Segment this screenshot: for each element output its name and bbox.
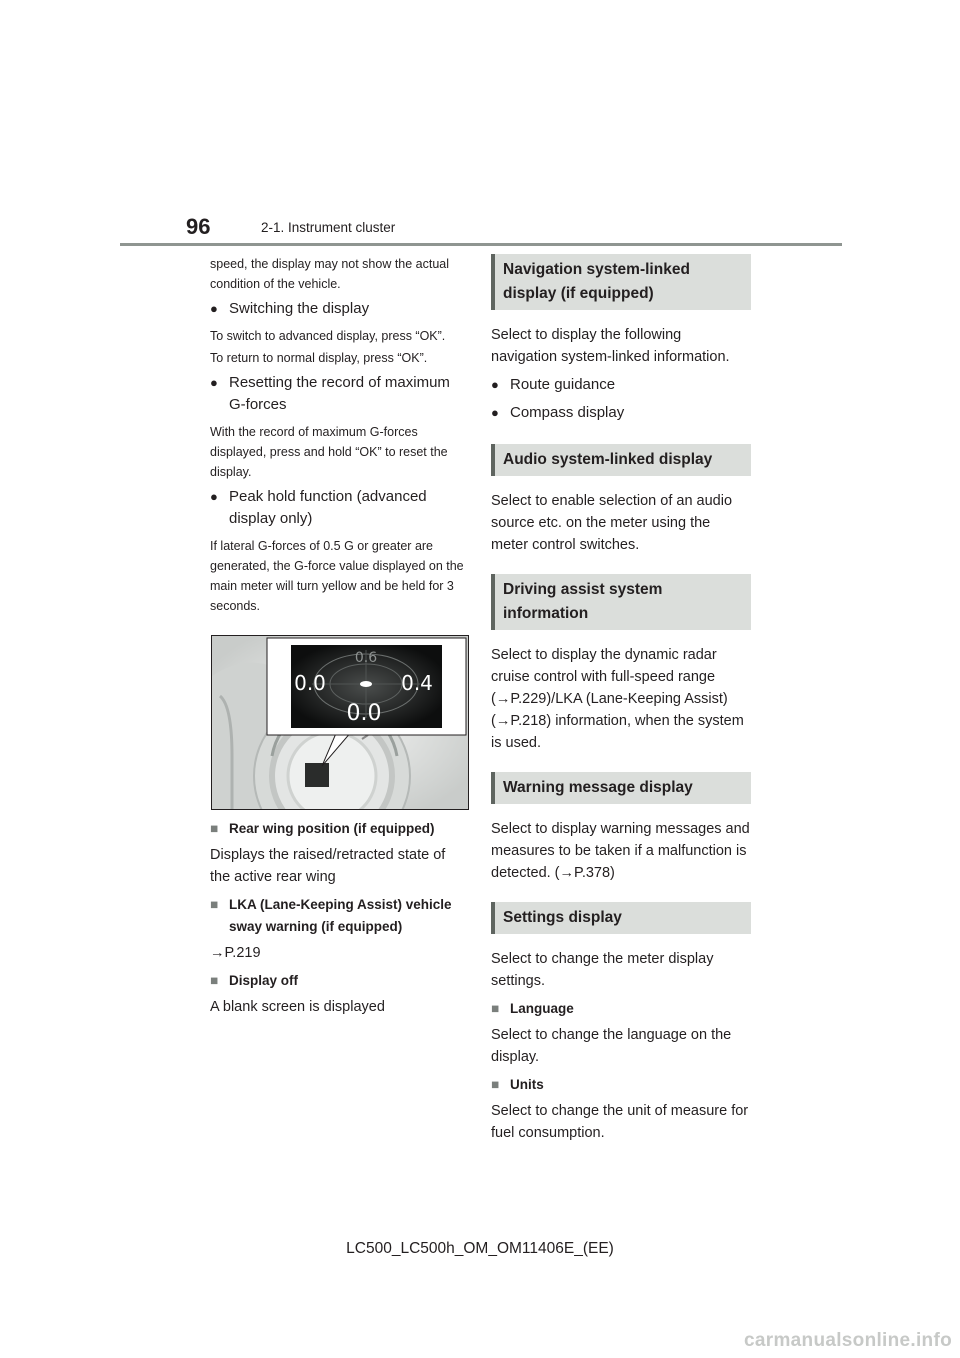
driving-heading: Driving assist system information	[491, 574, 751, 630]
bullet-icon: ●	[210, 489, 218, 504]
settings-text: Select to change the meter display settings.	[491, 951, 714, 989]
navigation-text: Select to display the following navigation system-linked information.	[491, 327, 730, 365]
driving-text: Select to display the dynamic radar cruise control with full-speed range (→P.229)/LKA (Lane-Keeping Assist) (→P.218) information, when the system is used.	[491, 647, 744, 751]
rear-wing-heading	[210, 818, 468, 840]
rear-wing-text: Displays the raised/retracted state of the active rear wing	[210, 847, 446, 885]
warning-heading: Warning message display	[491, 772, 751, 804]
audio-heading: Audio system-linked display	[491, 444, 751, 476]
g-force-figure	[211, 635, 469, 810]
language-text: Select to change the language on the display.	[491, 1027, 732, 1065]
square-bullet-icon: ■	[491, 1077, 500, 1092]
figure-top-value: 0.6	[354, 650, 378, 666]
figure-bottom-value: 0.0	[346, 701, 382, 726]
bullet-icon: ●	[210, 375, 218, 390]
right-column	[491, 254, 751, 1150]
header-rule	[120, 243, 842, 246]
resetting-bullet	[210, 372, 468, 416]
resetting-text: With the record of maximum G-forces displayed, press and hold “OK” to reset the display.	[210, 425, 448, 479]
left-column	[210, 254, 468, 618]
display-off-title: Display off	[229, 973, 299, 988]
resetting-title: Resetting the record of maximum G-forces	[229, 374, 450, 413]
section-title: 2-1. Instrument cluster	[261, 220, 396, 235]
display-off-text: A blank screen is displayed	[210, 999, 385, 1015]
language-title: Language	[510, 1001, 574, 1016]
figure-left-value: 0.0	[294, 671, 326, 695]
peak-text: If lateral G-forces of 0.5 G or greater are generated, the G-force value displayed on the main meter will turn yellow and be held for 3 seconds.	[210, 539, 464, 613]
document-code: LC500_LC500h_OM_OM11406E_(EE)	[346, 1240, 614, 1257]
audio-text: Select to enable selection of an audio source etc. on the meter using the meter control switches.	[491, 493, 733, 553]
meter-illustration	[212, 636, 468, 809]
bullet-icon: ●	[491, 405, 499, 420]
figure-right-value: 0.4	[401, 671, 433, 695]
lka-reference: →P.219	[210, 945, 261, 961]
bullet-icon: ●	[210, 301, 218, 316]
switching-bullet	[210, 298, 468, 320]
navigation-item-label: Compass display	[510, 404, 625, 421]
switching-title: Switching the display	[229, 300, 370, 317]
lka-title: LKA (Lane-Keeping Assist) vehicle sway warning (if equipped)	[229, 897, 452, 934]
navigation-heading: Navigation system-linked display (if equipped)	[491, 254, 751, 310]
settings-heading: Settings display	[491, 902, 751, 934]
switching-line1: To switch to advanced display, press “OK”.	[210, 329, 446, 343]
watermark: carmanualsonline.info	[744, 1330, 952, 1351]
left-column-lower	[210, 812, 468, 1024]
intro-text: speed, the display may not show the actual condition of the vehicle.	[210, 257, 450, 291]
navigation-item	[491, 402, 751, 424]
square-bullet-icon: ■	[491, 1001, 500, 1016]
navigation-item	[491, 374, 751, 396]
display-off-heading	[210, 970, 468, 992]
navigation-item-label: Route guidance	[510, 376, 616, 393]
page-number: 96	[186, 214, 211, 239]
switching-line2: To return to normal display, press “OK”.	[210, 351, 428, 365]
square-bullet-icon: ■	[210, 897, 219, 912]
warning-text: Select to display warning messages and measures to be taken if a malfunction is detected. (→P.378)	[491, 821, 750, 881]
peak-title: Peak hold function (advanced display only)	[229, 488, 427, 527]
language-heading	[491, 998, 751, 1020]
units-heading	[491, 1074, 751, 1096]
square-bullet-icon: ■	[210, 821, 219, 836]
peak-bullet	[210, 486, 468, 530]
units-title: Units	[510, 1077, 544, 1092]
square-bullet-icon: ■	[210, 973, 219, 988]
rear-wing-title: Rear wing position (if equipped)	[229, 821, 435, 836]
units-text: Select to change the unit of measure for fuel consumption.	[491, 1103, 749, 1141]
bullet-icon: ●	[491, 377, 499, 392]
lka-heading	[210, 894, 468, 938]
